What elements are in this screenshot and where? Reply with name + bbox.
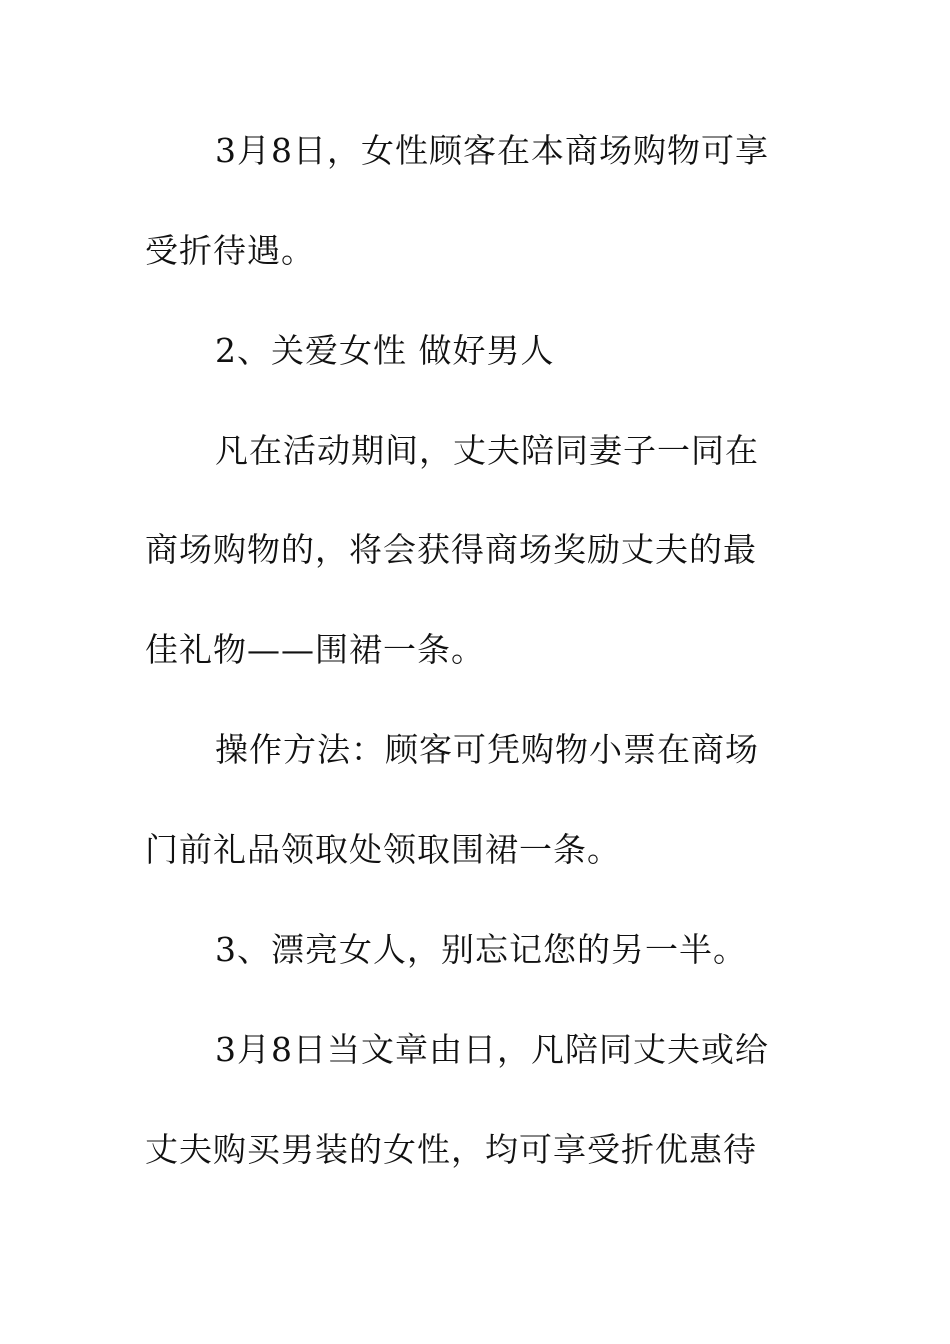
- paragraph-line: 门前礼品领取处领取围裙一条。: [145, 830, 621, 869]
- paragraph-line: 3月8日当文章由日，凡陪同丈夫或给: [215, 1030, 769, 1069]
- section-heading: 3、漂亮女人，别忘记您的另一半。: [215, 930, 747, 969]
- paragraph-line: 3月8日，女性顾客在本商场购物可享: [215, 131, 769, 170]
- section-heading: 2、关爱女性 做好男人: [215, 331, 555, 370]
- paragraph-line: 丈夫购买男装的女性，均可享受折优惠待: [145, 1130, 757, 1169]
- paragraph-line: 受折待遇。: [145, 231, 315, 270]
- paragraph-line: 操作方法：顾客可凭购物小票在商场: [215, 730, 759, 769]
- paragraph-line: 商场购物的，将会获得商场奖励丈夫的最: [145, 530, 757, 569]
- paragraph-line: 佳礼物——围裙一条。: [145, 630, 485, 669]
- paragraph-line: 凡在活动期间，丈夫陪同妻子一同在: [215, 431, 759, 470]
